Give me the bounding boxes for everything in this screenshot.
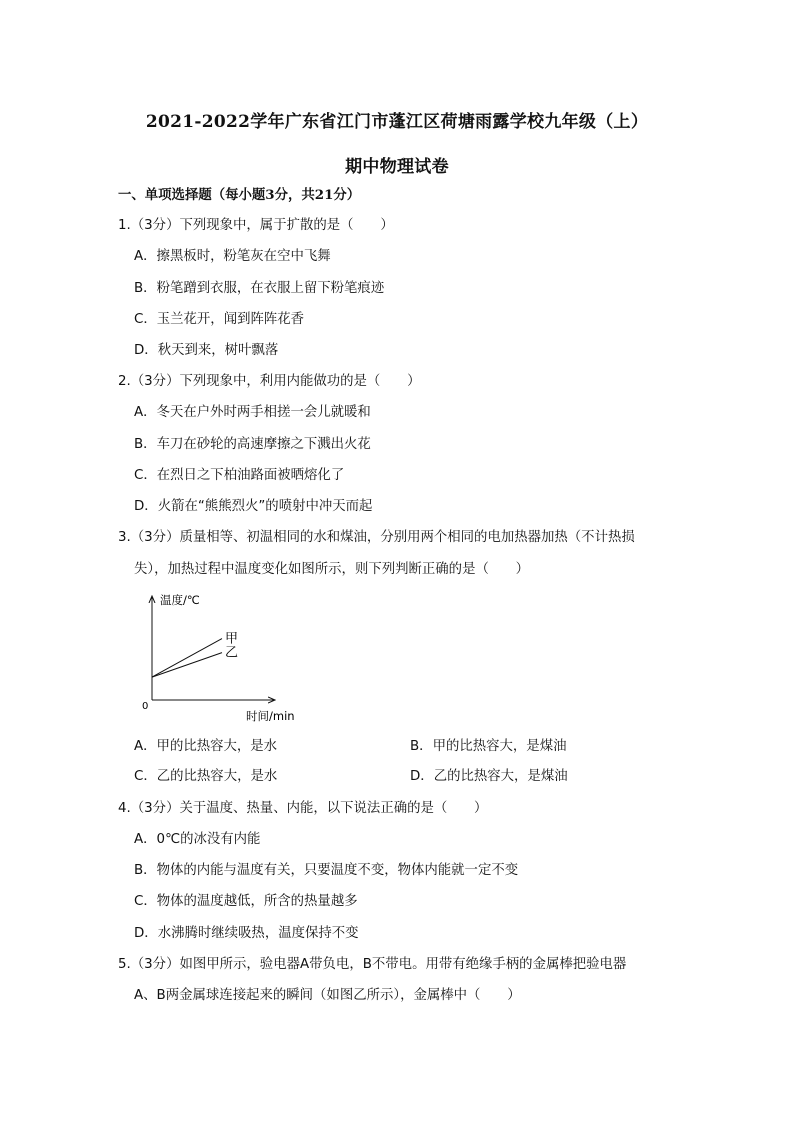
question-1-stem: 1.（3分）下列现象中，属于扩散的是（ ）	[118, 218, 394, 233]
temperature-time-chart	[130, 588, 320, 728]
question-3-option-c: C．乙的比热容大，是水	[134, 769, 278, 784]
question-1-option-d: D．秋天到来，树叶飘落	[134, 343, 279, 358]
question-1-option-b: B．粉笔蹭到衣服，在衣服上留下粉笔痕迹	[134, 281, 385, 296]
question-5-stem-line1: 5.（3分）如图甲所示，验电器A带负电，B不带电。用带有绝缘手柄的金属棒把验电器	[118, 957, 627, 972]
exam-title-line1: 2021-2022学年广东省江门市蓬江区荷塘雨露学校九年级（上）	[145, 112, 649, 132]
question-2-stem: 2.（3分）下列现象中，利用内能做功的是（ ）	[118, 374, 421, 389]
chart-series-group	[152, 632, 238, 678]
question-4-option-d: D．水沸腾时继续吸热，温度保持不变	[134, 926, 359, 941]
y-axis-label: 温度/℃	[160, 593, 200, 607]
section-heading: 一、单项选择题（每小题3分，共21分）	[118, 187, 361, 203]
question-3-option-b: B．甲的比热容大，是煤油	[410, 739, 567, 754]
series-label-2: 乙	[225, 645, 239, 661]
question-4-option-a: A．0℃的冰没有内能	[134, 832, 261, 847]
series-line-2	[152, 653, 222, 678]
question-4-option-b: B．物体的内能与温度有关，只要温度不变，物体内能就一定不变	[134, 863, 519, 878]
series-label-1: 甲	[225, 631, 239, 647]
question-1-option-c: C．玉兰花开，闻到阵阵花香	[134, 312, 305, 327]
question-4-option-c: C．物体的温度越低，所含的热量越多	[134, 894, 358, 909]
series-line-1	[152, 639, 222, 678]
question-3-option-a: A．甲的比热容大，是水	[134, 739, 278, 754]
x-axis-label: 时间/min	[246, 709, 295, 723]
question-3-option-d: D．乙的比热容大，是煤油	[410, 769, 568, 784]
origin-label: 0	[142, 701, 149, 712]
question-2-option-c: C．在烈日之下柏油路面被晒熔化了	[134, 468, 345, 483]
question-2-option-a: A．冬天在户外时两手相搓一会儿就暖和	[134, 405, 371, 420]
question-3-stem-line1: 3.（3分）质量相等、初温相同的水和煤油，分别用两个相同的电加热器加热（不计热损	[118, 530, 635, 545]
question-3-stem-line2: 失），加热过程中温度变化如图所示，则下列判断正确的是（ ）	[134, 562, 530, 577]
question-2-option-d: D．火箭在“熊熊烈火”的喷射中冲天而起	[134, 499, 373, 514]
exam-title-line2: 期中物理试卷	[345, 157, 449, 177]
question-2-option-b: B．车刀在砂轮的高速摩擦之下溅出火花	[134, 437, 371, 452]
question-4-stem: 4.（3分）关于温度、热量、内能，以下说法正确的是（ ）	[118, 801, 488, 816]
question-5-stem-line2: A、B两金属球连接起来的瞬间（如图乙所示），金属棒中（ ）	[134, 988, 521, 1003]
question-1-option-a: A．擦黑板时，粉笔灰在空中飞舞	[134, 249, 331, 264]
